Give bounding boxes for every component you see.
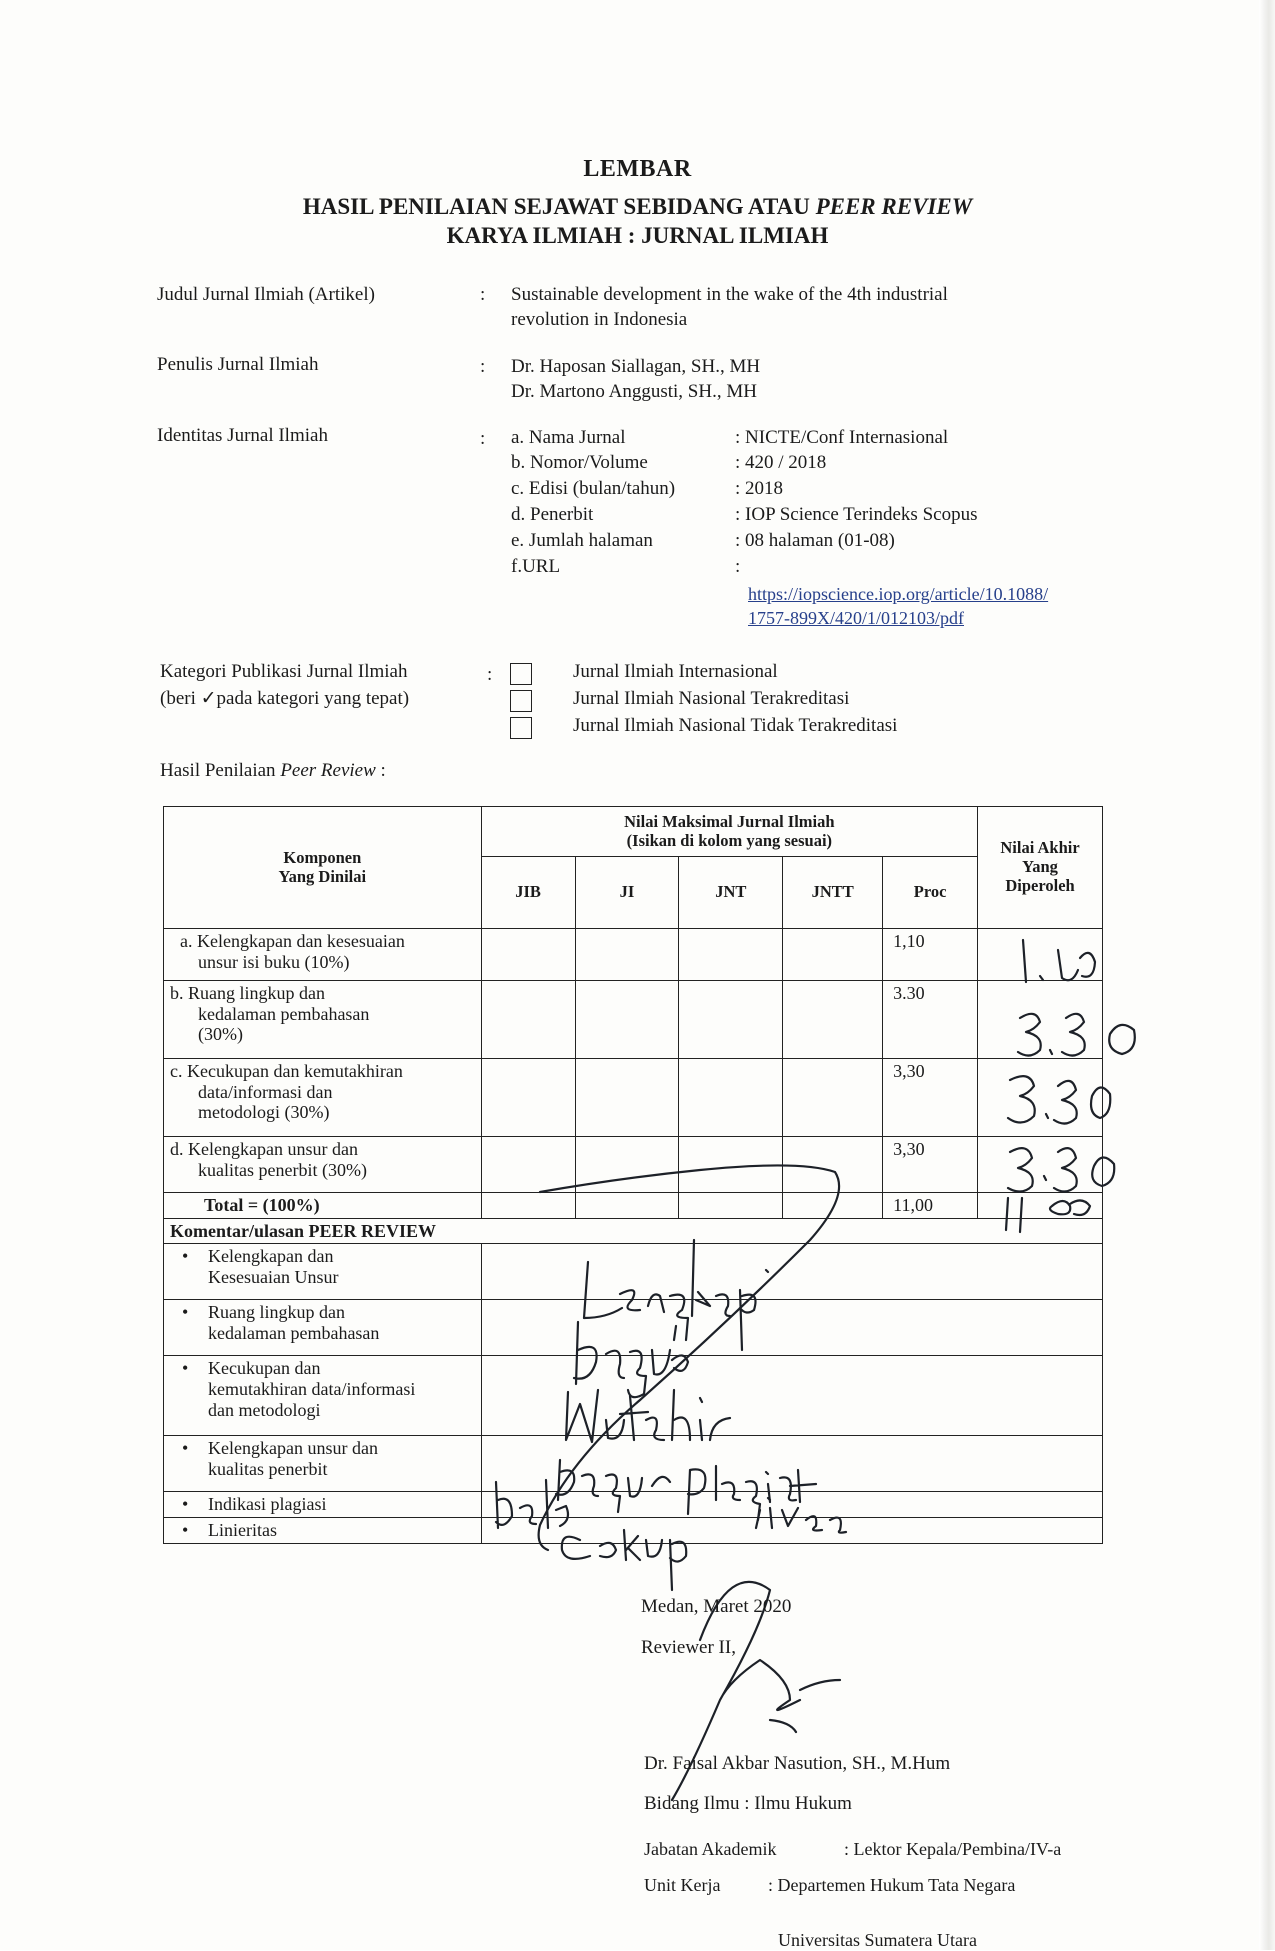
cell-ji <box>575 1137 679 1193</box>
cell-jib <box>481 929 575 981</box>
komentar-1-l2: Kesesuaian Unsur <box>208 1267 339 1288</box>
cell-jnt <box>679 1059 783 1137</box>
komentar-row <box>164 1492 1103 1518</box>
cell-ji <box>575 929 679 981</box>
komentar-2-l2: kedalaman pembahasan <box>208 1323 380 1344</box>
komentar-row <box>164 1518 1103 1544</box>
identitas-label: Identitas Jurnal Ilmiah <box>157 425 328 446</box>
identitas-value-a: : NICTE/Conf Internasional <box>735 427 949 448</box>
identitas-value-e: : 08 halaman (01-08) <box>735 530 895 551</box>
komponen-c-3: metodologi (30%) <box>198 1102 330 1123</box>
header-komponen <box>164 807 482 929</box>
komentar-linieritas <box>164 1518 482 1544</box>
komponen-b <box>164 981 482 1059</box>
komentar-2-l1: • Ruang lingkup dan <box>170 1302 475 1323</box>
identitas-value-f: : <box>735 556 741 577</box>
hasil-penilaian-label <box>160 760 386 782</box>
komponen-b-3: (30%) <box>198 1024 243 1045</box>
komponen-b-1: b. Ruang lingkup dan <box>170 983 325 1003</box>
cell-jntt <box>783 929 883 981</box>
scan-edge <box>1259 0 1275 1950</box>
komentar-6-value <box>481 1518 1102 1544</box>
komentar-kelengkapan-unsur <box>164 1436 482 1492</box>
cell-ji <box>575 1059 679 1137</box>
review-table <box>163 806 1103 1544</box>
proc-d: 3,30 <box>883 1137 978 1193</box>
identitas-key-d: d. Penerbit <box>511 504 594 525</box>
komentar-5-l1: • Indikasi plagiasi <box>170 1494 475 1515</box>
akhir-d <box>978 1137 1103 1193</box>
judul-colon: : <box>480 284 486 305</box>
header-komponen-1: Komponen <box>283 847 362 867</box>
komentar-row <box>164 1300 1103 1356</box>
komponen-c-1: c. Kecukupan dan kemutakhiran <box>170 1061 403 1081</box>
cell-jib <box>481 1059 575 1137</box>
kategori-instruction-a: (beri <box>160 688 201 709</box>
identitas-key-a: a. Nama Jurnal <box>511 427 626 448</box>
header-akhir-2: Yang <box>1022 857 1058 877</box>
identitas-key-c: c. Edisi (bulan/tahun) <box>511 478 676 499</box>
penulis-colon: : <box>480 356 486 377</box>
header-nilai-maksimal <box>481 807 977 857</box>
col-proc: Proc <box>883 857 978 929</box>
title-lembar: LEMBAR <box>583 156 692 182</box>
cell-jntt <box>783 1137 883 1193</box>
kategori-option-3: Jurnal Ilmiah Nasional Tidak Terakreditasi <box>573 715 898 736</box>
komponen-b-2: kedalaman pembahasan <box>198 1003 370 1024</box>
komentar-row <box>164 1244 1103 1300</box>
akhir-c <box>978 1059 1103 1137</box>
akhir-total <box>978 1193 1103 1219</box>
komentar-3-l3: dan metodologi <box>208 1399 321 1420</box>
title-line2-text: HASIL PENILAIAN SEJAWAT SEBIDANG ATAU <box>302 194 816 219</box>
komentar-row <box>164 1436 1103 1492</box>
komentar-ruang-lingkup <box>164 1300 482 1356</box>
komentar-header-row <box>164 1218 1103 1244</box>
cell-jnt <box>679 981 783 1059</box>
komentar-2-value <box>481 1300 1102 1356</box>
bidang-ilmu: Bidang Ilmu : Ilmu Hukum <box>644 1793 852 1814</box>
judul-value-line2: revolution in Indonesia <box>511 309 688 330</box>
komponen-c <box>164 1059 482 1137</box>
header-nilai-akhir <box>978 807 1103 929</box>
judul-label: Judul Jurnal Ilmiah (Artikel) <box>157 284 375 305</box>
header-komponen-2: Yang Dinilai <box>278 866 367 886</box>
unit-label: Unit Kerja <box>644 1875 721 1895</box>
penulis-label: Penulis Jurnal Ilmiah <box>157 354 319 375</box>
proc-c: 3,30 <box>883 1059 978 1137</box>
total-label: Total = (100%) <box>164 1193 482 1219</box>
identitas-value-c: : 2018 <box>735 478 784 499</box>
komentar-kelengkapan <box>164 1244 482 1300</box>
col-jntt: JNTT <box>783 857 883 929</box>
title-hasil-penilaian <box>0 194 1275 220</box>
cell-jntt <box>783 1059 883 1137</box>
proc-a: 1,10 <box>883 929 978 981</box>
reviewer-label: Reviewer II, <box>641 1637 736 1658</box>
cell-jnt <box>679 1193 783 1219</box>
judul-value-line1: Sustainable development in the wake of the 4th industrial <box>511 284 948 305</box>
komentar-3-value <box>481 1356 1102 1436</box>
komentar-4-l1: • Kelengkapan unsur dan <box>170 1438 475 1459</box>
university: Universitas Sumatera Utara <box>778 1930 977 1950</box>
header-akhir-1: Nilai Akhir <box>1000 838 1080 858</box>
header-akhir-3: Diperoleh <box>1005 875 1075 895</box>
komentar-plagiasi <box>164 1492 482 1518</box>
cell-jib <box>481 1137 575 1193</box>
cell-ji <box>575 981 679 1059</box>
komponen-d-1: d. Kelengkapan unsur dan <box>170 1139 358 1159</box>
komentar-1-value <box>481 1244 1102 1300</box>
checkmark-icon: ✓ <box>200 688 217 709</box>
checkbox-nasional-tidak-terakreditasi[interactable] <box>510 717 532 739</box>
komentar-3-l2: kemutakhiran data/informasi <box>208 1379 416 1400</box>
url-line1[interactable]: https://iopscience.iop.org/article/10.1088/ <box>748 584 1049 604</box>
table-row <box>164 929 1103 981</box>
kategori-label: Kategori Publikasi Jurnal Ilmiah <box>160 661 408 682</box>
table-row <box>164 1059 1103 1137</box>
reviewer-name: Dr. Faisal Akbar Nasution, SH., M.Hum <box>644 1753 951 1774</box>
komentar-row <box>164 1356 1103 1436</box>
place-date: Medan, Maret 2020 <box>641 1596 792 1617</box>
cell-jib <box>481 981 575 1059</box>
komentar-4-l2: kualitas penerbit <box>208 1459 328 1480</box>
header-nilai-1: Nilai Maksimal Jurnal Ilmiah <box>624 811 835 831</box>
hasil-text: Hasil Penilaian <box>160 760 281 781</box>
komponen-c-2: data/informasi dan <box>198 1081 333 1102</box>
akhir-b <box>978 981 1103 1059</box>
unit-value: : Departemen Hukum Tata Negara <box>768 1875 1016 1895</box>
col-jnt: JNT <box>679 857 783 929</box>
proc-b: 3.30 <box>883 981 978 1059</box>
identitas-value-b: : 420 / 2018 <box>735 452 827 473</box>
jabatan-label: Jabatan Akademik <box>644 1839 777 1859</box>
komentar-1-l1: • Kelengkapan dan <box>170 1246 475 1267</box>
identitas-colon: : <box>480 428 486 449</box>
komponen-a-2: unsur isi buku (10%) <box>198 951 350 972</box>
kategori-option-1: Jurnal Ilmiah Internasional <box>573 661 778 682</box>
header-nilai-2: (Isikan di kolom yang sesuai) <box>626 830 833 850</box>
kategori-instruction <box>160 687 409 710</box>
komentar-4-value <box>481 1436 1102 1492</box>
cell-jnt <box>679 929 783 981</box>
komponen-a <box>164 929 482 981</box>
cell-jib <box>481 1193 575 1219</box>
col-jib: JIB <box>481 857 575 929</box>
table-row <box>164 981 1103 1059</box>
penulis-value-1: Dr. Haposan Siallagan, SH., MH <box>511 356 761 377</box>
akhir-a <box>978 929 1103 981</box>
kategori-instruction-b: pada kategori yang tepat) <box>216 688 410 709</box>
url-line2[interactable]: 1757-899X/420/1/012103/pdf <box>748 608 964 628</box>
komponen-d <box>164 1137 482 1193</box>
hasil-italic: Peer Review <box>280 760 376 781</box>
komponen-d-2: kualitas penerbit (30%) <box>198 1159 367 1180</box>
title-line2-italic: PEER REVIEW <box>815 194 973 219</box>
checkbox-internasional[interactable] <box>510 663 532 685</box>
komentar-kecukupan <box>164 1356 482 1436</box>
komentar-3-l1: • Kecukupan dan <box>170 1358 475 1379</box>
cell-jnt <box>679 1137 783 1193</box>
hasil-suffix: : <box>375 760 386 781</box>
identitas-value-d: : IOP Science Terindeks Scopus <box>735 504 978 525</box>
komentar-header: Komentar/ulasan PEER REVIEW <box>164 1218 1103 1244</box>
table-row <box>164 1137 1103 1193</box>
cell-jntt <box>783 981 883 1059</box>
checkbox-nasional-terakreditasi[interactable] <box>510 690 532 712</box>
penulis-value-2: Dr. Martono Anggusti, SH., MH <box>511 381 757 402</box>
cell-jntt <box>783 1193 883 1219</box>
komentar-6-l1: • Linieritas <box>170 1520 475 1541</box>
komponen-a-1: a. Kelengkapan dan kesesuaian <box>180 931 405 951</box>
komentar-5-value <box>481 1492 1102 1518</box>
kategori-colon: : <box>487 664 493 685</box>
col-ji: JI <box>575 857 679 929</box>
kategori-option-2: Jurnal Ilmiah Nasional Terakreditasi <box>573 688 850 709</box>
total-row <box>164 1193 1103 1219</box>
total-value: 11,00 <box>883 1193 978 1219</box>
identitas-key-e: e. Jumlah halaman <box>511 530 653 551</box>
title-karya-ilmiah: KARYA ILMIAH : JURNAL ILMIAH <box>446 223 829 248</box>
jabatan-value: : Lektor Kepala/Pembina/IV-a <box>844 1839 1062 1859</box>
identitas-key-f: f.URL <box>511 556 561 577</box>
cell-ji <box>575 1193 679 1219</box>
identitas-key-b: b. Nomor/Volume <box>511 452 648 473</box>
